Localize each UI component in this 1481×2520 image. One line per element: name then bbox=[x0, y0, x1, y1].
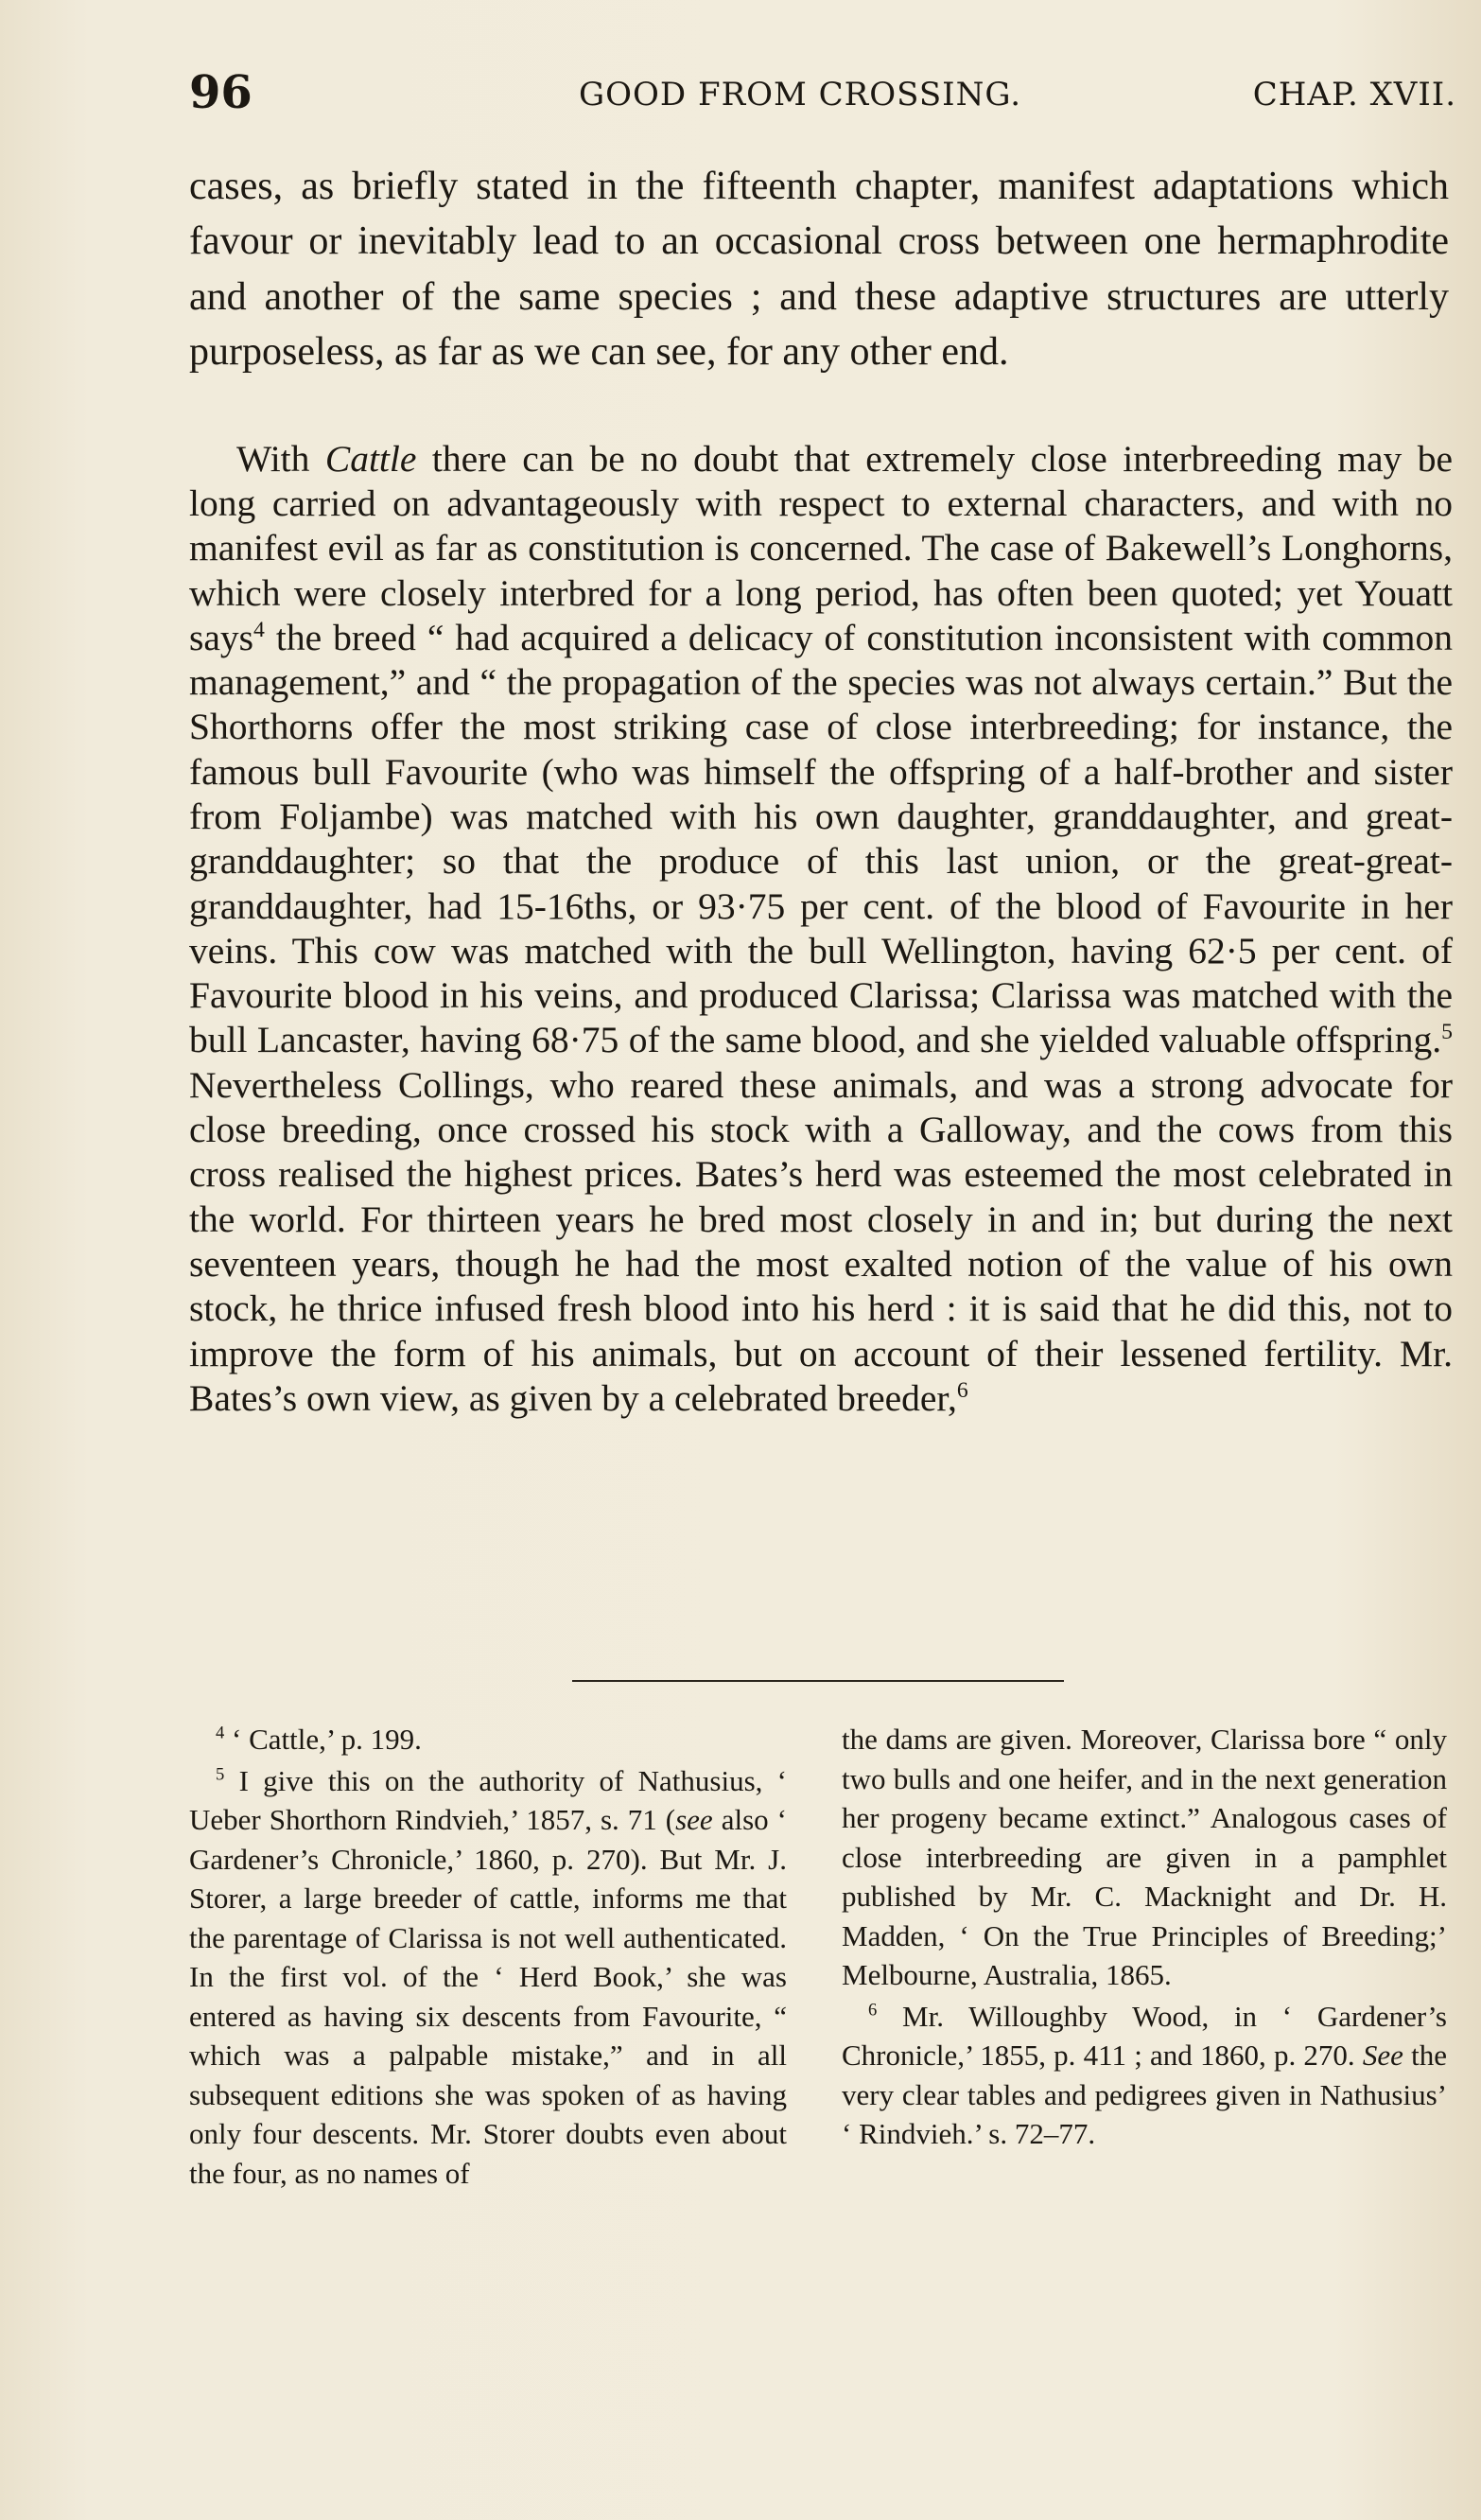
footnote-6 bbox=[842, 1997, 1447, 2154]
footnote-mark: 4 bbox=[216, 1723, 225, 1743]
page-header bbox=[189, 66, 1456, 132]
running-title: GOOD FROM CROSSING. bbox=[579, 76, 1022, 114]
footnote-4 bbox=[189, 1720, 787, 1759]
page-number: 96 bbox=[189, 66, 253, 119]
footnote-ref-6[interactable]: 6 bbox=[956, 1377, 968, 1403]
footnote-column-left bbox=[189, 1720, 787, 2193]
main-text bbox=[189, 159, 1453, 1421]
footnote-mark: 5 bbox=[216, 1764, 225, 1785]
paragraph-continued: cases, as briefly stated in the fifteenth chapter, manifest adaptations which favour or inevitably lead to an occasional cross between one hermaphrodite and another of the same species ; and these adaptive structures are utterly purposeless, as far as we can see, for any other end. bbox=[189, 165, 1449, 375]
italic-term: Cattle bbox=[324, 437, 417, 480]
footnote-text: also ‘ Gardener’s Chronicle,’ 1860, p. 270). But Mr. J. Storer, a large breeder of cattle, informs me that the parentage of Clarissa is not well authenticated. In the first vol. of the ‘ Herd Book,’ she was entered as having six descents from Favourite, “ which was a palpable mistake,” and in all subsequent editions she was spoken of as having only four descents. Mr. Storer doubts even about the four, as no names of bbox=[189, 1803, 787, 2190]
paragraph-text: there can be no doubt that extremely close interbreeding may be long carried on advantageously with respect to external characters, and with no manifest evil as far as constitution is concerned. The case of Bakewell’s Longhorns, which were closely interbred for a long period, has often been quoted; yet Youatt says bbox=[189, 437, 1453, 658]
paragraph-text: Nevertheless Collings, who reared these animals, and was a strong advocate for close breeding, once crossed his stock with a Galloway, and the cows from this cross realised the highest prices. Bates’s herd was esteemed the most celebrated in the world. For thirteen years he bred most closely in and in; but during the next seventeen years, though he had the most exalted notion of the value of his own stock, he thrice infused fresh blood into his herd : it is said that he did this, not to improve the form of his animals, but on account of their lessened fertility. Mr. Bates’s own view, as given by a celebrated breeder, bbox=[189, 1063, 1453, 1419]
footnote-text: the very clear tables and pedigrees given in Nathusius’ ‘ Rindvieh.’ s. 72–77. bbox=[842, 2039, 1447, 2150]
italic-term: see bbox=[675, 1803, 713, 1836]
footnote-column-right bbox=[842, 1720, 1447, 2154]
paragraph-text: With bbox=[236, 437, 325, 480]
footnote-mark: 6 bbox=[868, 2000, 878, 2021]
chapter-label: CHAP. XVII. bbox=[1252, 76, 1456, 114]
paragraph-cattle bbox=[189, 437, 1453, 1422]
footnote-5 bbox=[189, 1761, 787, 2194]
footnote-5-continued: the dams are given. Moreover, Clarissa bore “ only two bulls and one heifer, and in the next generation her progeny became extinct.” Analogous cases of close interbreeding are given in a pamphlet published by Mr. C. Macknight and Dr. H. Madden, ‘ On the True Principles of Breeding;’ Melbourne, Australia, 1865. bbox=[842, 1723, 1447, 1991]
footnote-ref-5[interactable]: 5 bbox=[1441, 1020, 1453, 1045]
footnote-text: ‘ Cattle,’ p. 199. bbox=[224, 1723, 422, 1756]
footnote-divider bbox=[572, 1680, 1064, 1682]
footnote-ref-4[interactable]: 4 bbox=[253, 617, 265, 642]
paragraph-text: the breed “ had acquired a delicacy of constitution inconsistent with common management,” and “ the propagation of the species was not always certain.” But the Shorthorns offer the most striking case of close interbreeding; for instance, the famous bull Favourite (who was himself the offspring of a half-brother and sister from Foljambe) was matched with his own daughter, granddaughter, and great-granddaughter; so that the produce of this last union, or the great-great-granddaughter, had 15-16ths, or 93·75 per cent. of the blood of Favourite in her veins. This cow was matched with the bull Wellington, having 62·5 per cent. of Favourite blood in his veins, and produced Clarissa; Clarissa was matched with the bull Lancaster, having 68·75 of the same blood, and she yielded valuable offspring. bbox=[189, 616, 1453, 1061]
italic-term: See bbox=[1362, 2039, 1403, 2072]
footnote-text: I give this on the authority of Nathusius, ‘ Ueber Shorthorn Rindvieh,’ 1857, s. 71 ( bbox=[189, 1763, 787, 1836]
footnote-text: Mr. Willoughby Wood, in ‘ Gardener’s Chronicle,’ 1855, p. 411 ; and 1860, p. 270. bbox=[842, 1999, 1447, 2072]
